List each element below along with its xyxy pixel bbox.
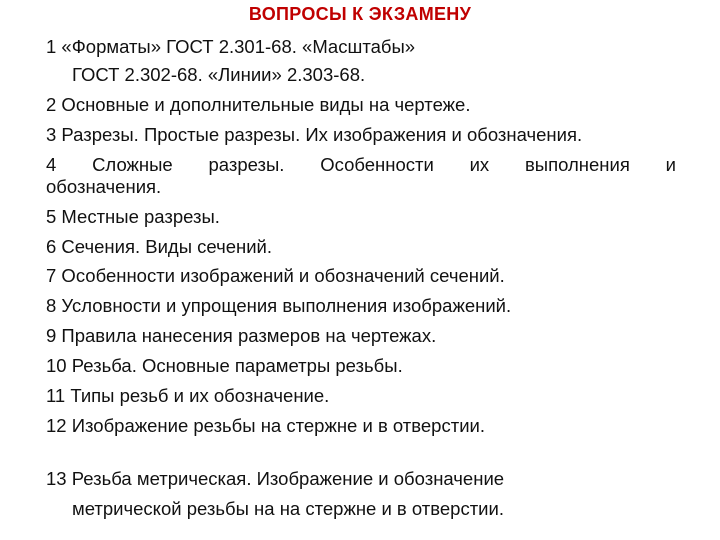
question-8: 8 Условности и упрощения выполнения изображений. bbox=[46, 295, 512, 316]
question-10: 10 Резьба. Основные параметры резьбы. bbox=[46, 355, 403, 376]
question-3: 3 Разрезы. Простые разрезы. Их изображения и обозначения. bbox=[46, 124, 583, 145]
question-1-line-1: 1 «Форматы» ГОСТ 2.301-68. «Масштабы» bbox=[46, 36, 416, 57]
question-13-line-2: метрической резьбы на на стержне и в отверстии. bbox=[72, 498, 504, 519]
question-4-line-1: 4 Сложные разрезы. Особенности их выполнения и bbox=[46, 154, 676, 175]
question-6: 6 Сечения. Виды сечений. bbox=[46, 236, 273, 257]
question-12: 12 Изображение резьбы на стержне и в отверстии. bbox=[46, 415, 486, 436]
question-9: 9 Правила нанесения размеров на чертежах. bbox=[46, 325, 437, 346]
question-4-line-2: обозначения. bbox=[46, 176, 162, 197]
question-13-line-1: 13 Резьба метрическая. Изображение и обозначение bbox=[46, 468, 505, 489]
question-7: 7 Особенности изображений и обозначений сечений. bbox=[46, 265, 505, 286]
question-2: 2 Основные и дополнительные виды на чертеже. bbox=[46, 94, 471, 115]
question-11: 11 Типы резьб и их обозначение. bbox=[46, 385, 330, 406]
question-5: 5 Местные разрезы. bbox=[46, 206, 220, 227]
question-1-line-2: ГОСТ 2.302-68. «Линии» 2.303-68. bbox=[72, 64, 366, 85]
slide-title: ВОПРОСЫ К ЭКЗАМЕНУ bbox=[248, 4, 472, 24]
